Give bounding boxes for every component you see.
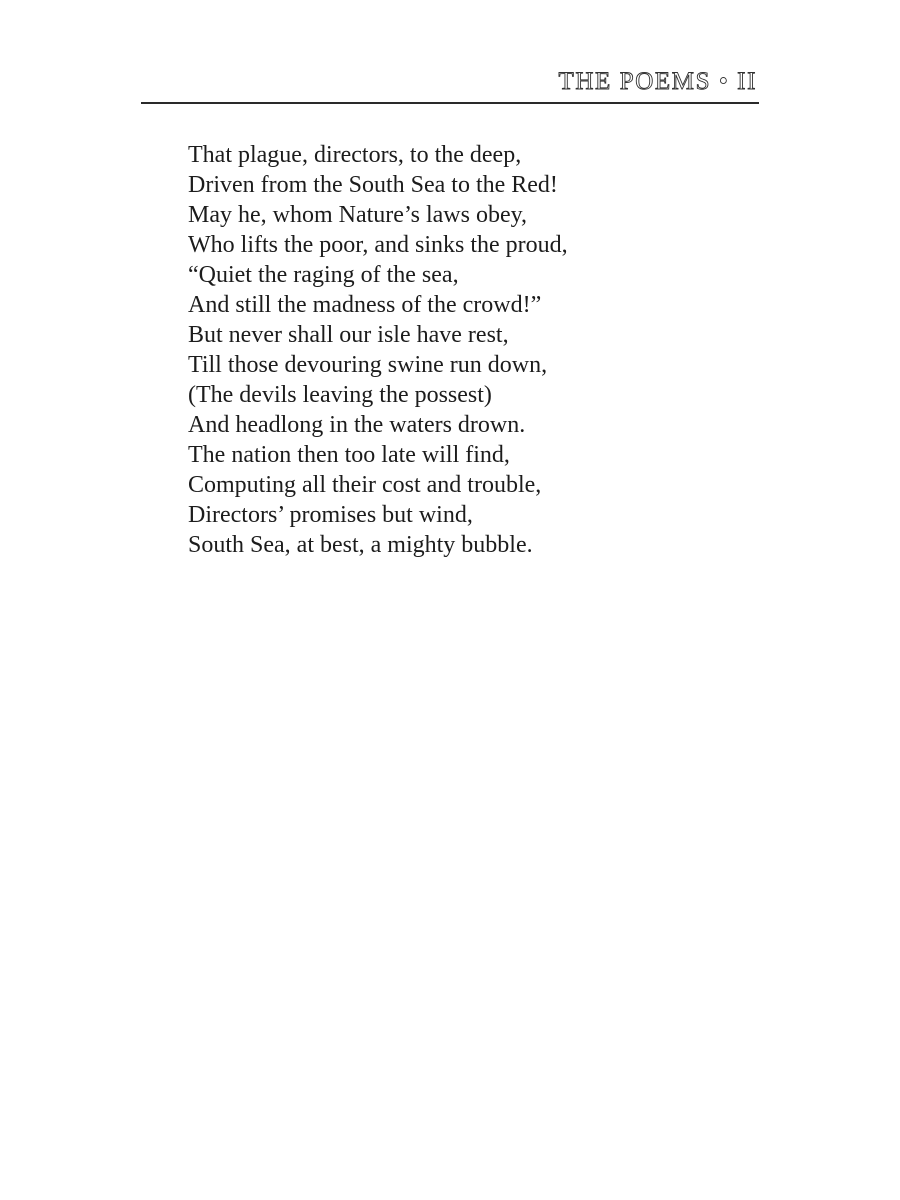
poem-line: But never shall our isle have rest, — [188, 322, 509, 348]
poem-line: “Quiet the raging of the sea, — [188, 262, 459, 288]
poem-line: South Sea, at best, a mighty bubble. — [188, 532, 533, 558]
running-header — [141, 66, 759, 104]
poem-line: Till those devouring swine run down, — [188, 352, 548, 378]
poem-line: May he, whom Nature’s laws obey, — [188, 202, 528, 228]
poem-line: The nation then too late will find, — [188, 442, 510, 468]
poem-line: That plague, directors, to the deep, — [188, 142, 522, 168]
poem-line: Directors’ promises but wind, — [188, 502, 473, 528]
running-head-title: THE POEMS • II — [558, 68, 757, 95]
poem-line: And still the madness of the crowd!” — [188, 292, 542, 318]
poem-body — [188, 140, 748, 560]
poem-line: And headlong in the waters drown. — [188, 412, 526, 438]
poem-line: Driven from the South Sea to the Red! — [188, 172, 558, 198]
poem-line: (The devils leaving the possest) — [188, 382, 492, 408]
poem-line: Who lifts the poor, and sinks the proud, — [188, 232, 568, 258]
poem-line: Computing all their cost and trouble, — [188, 472, 542, 498]
